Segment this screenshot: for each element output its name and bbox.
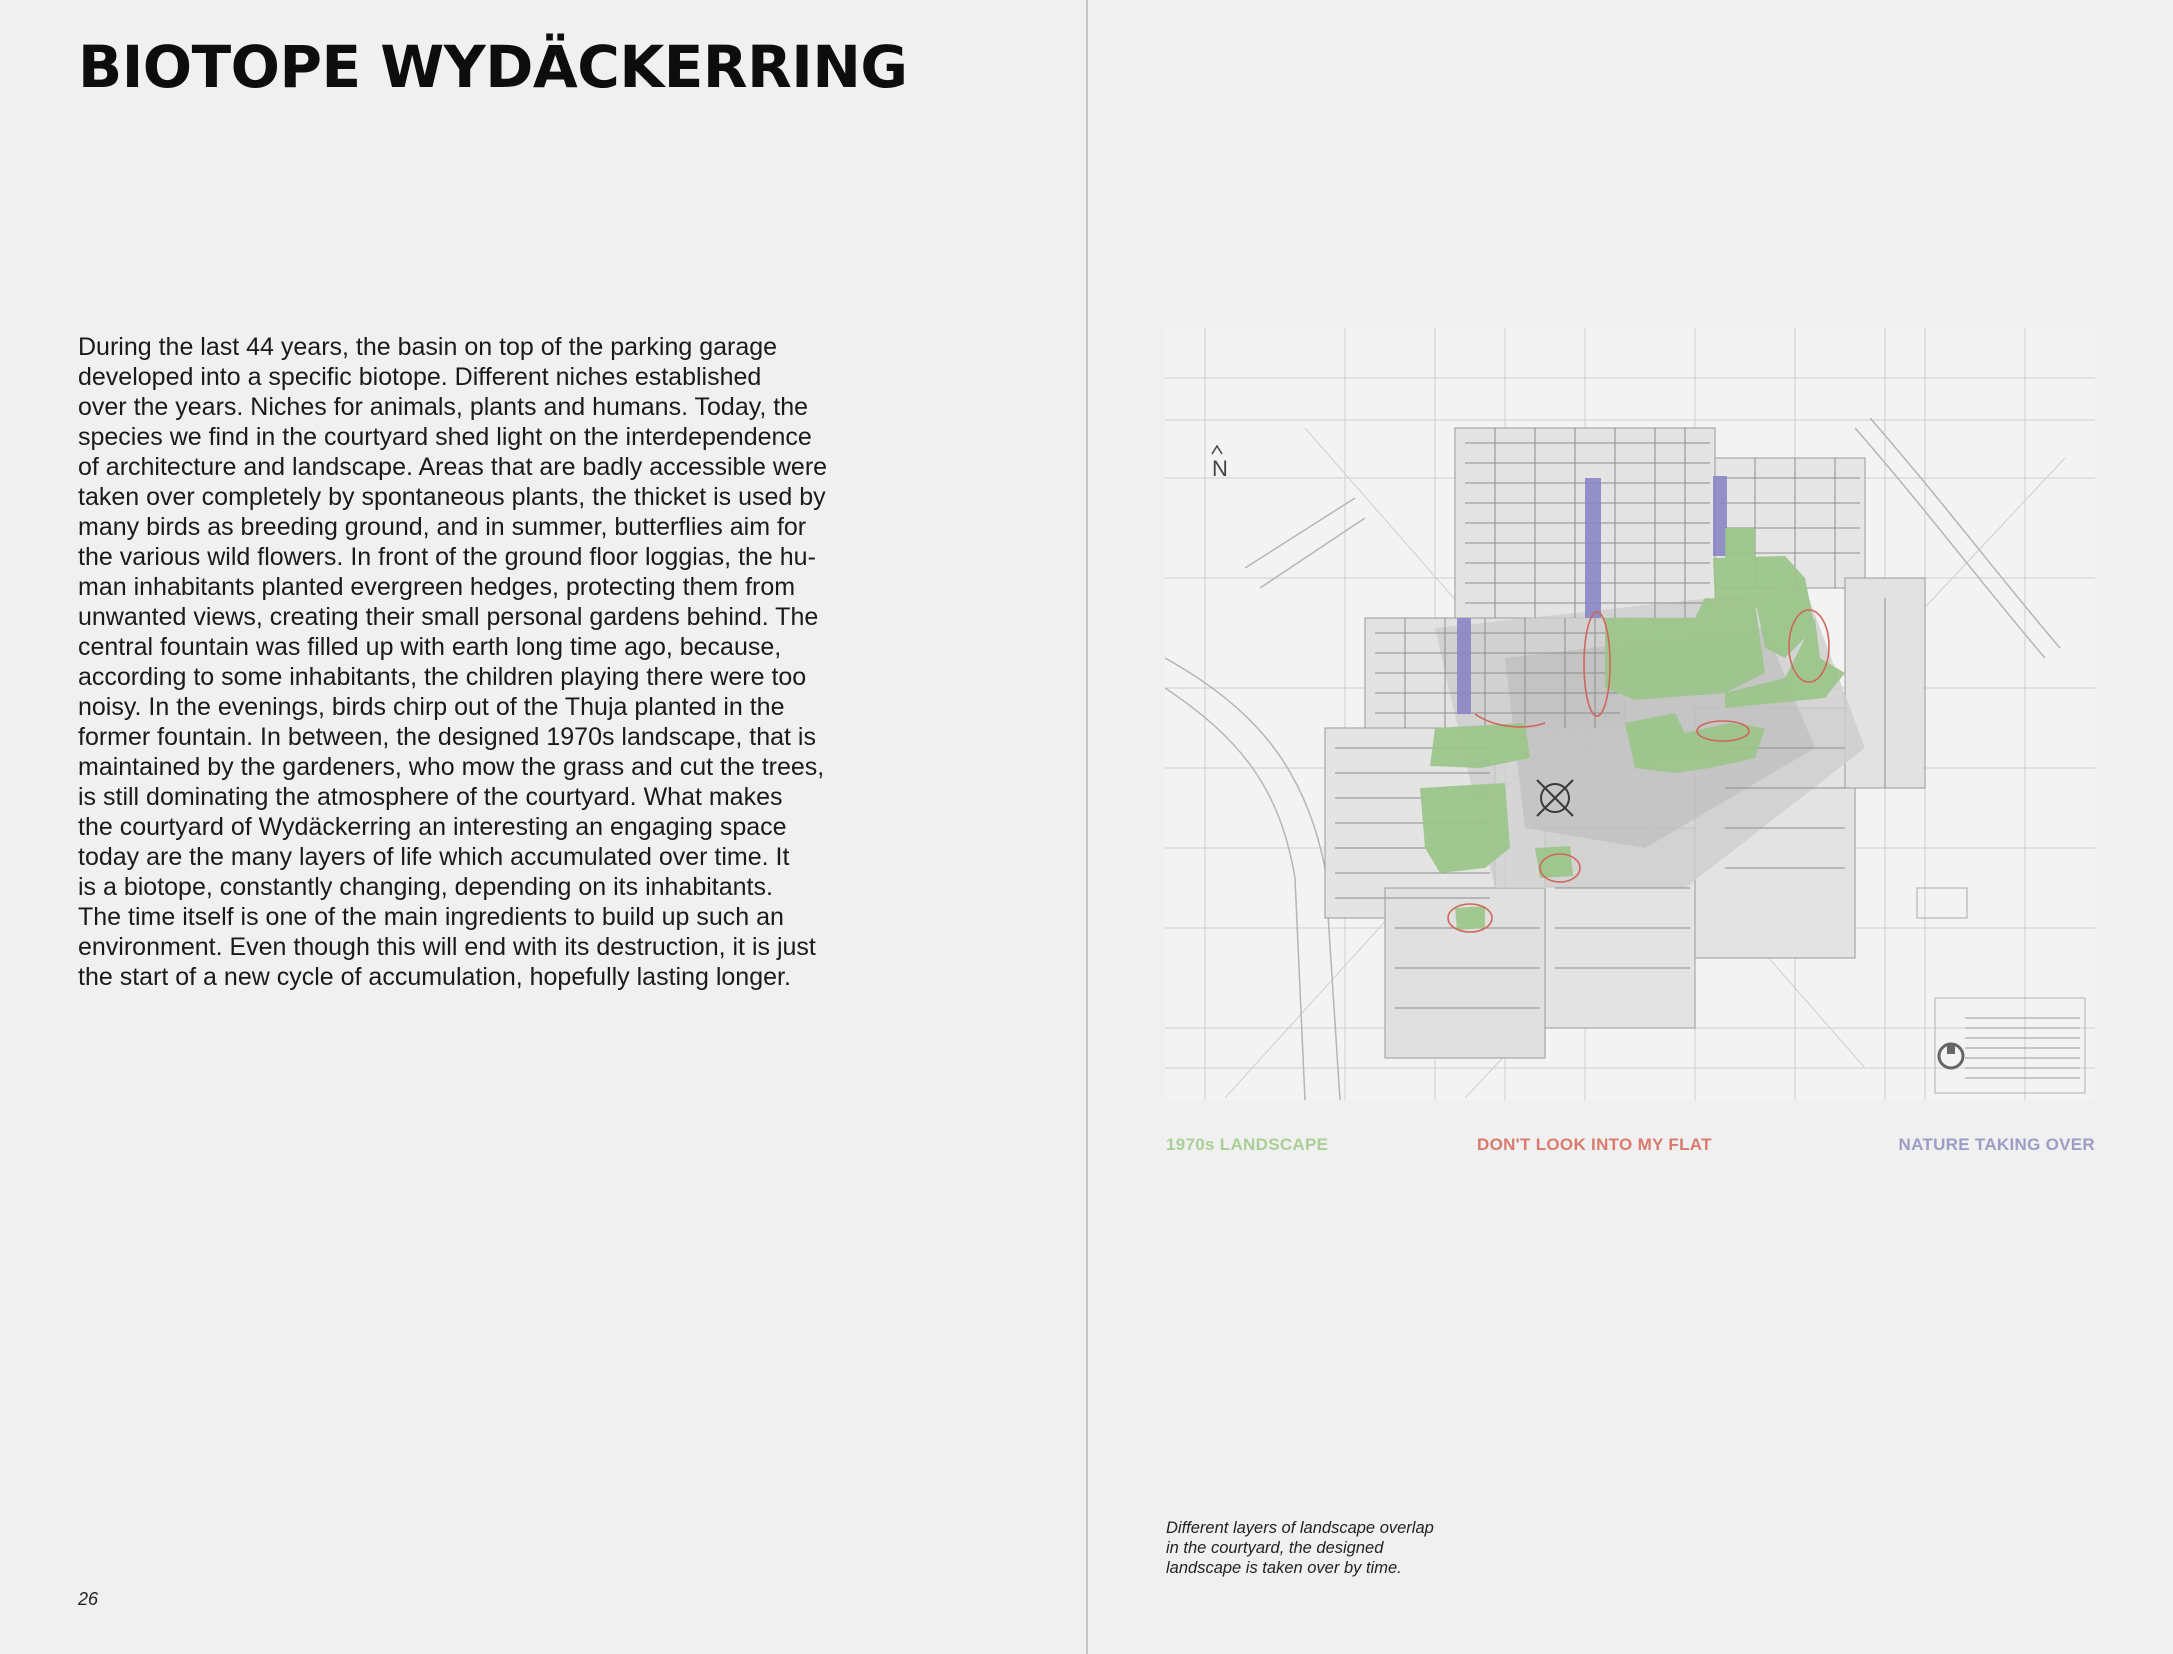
body-line: noisy. In the evenings, birds chirp out of the Thuja planted in the xyxy=(78,693,785,721)
figure-caption xyxy=(1166,1518,1466,1578)
legend-nature-taking-over: NATURE TAKING OVER xyxy=(1898,1135,2095,1154)
body-line: developed into a specific biotope. Different niches established xyxy=(78,363,762,391)
site-plan-figure xyxy=(1165,328,2095,1100)
page-number: 26 xyxy=(78,1589,99,1609)
site-plan-drawing xyxy=(1165,328,2095,1100)
body-line: the various wild flowers. In front of the ground floor loggias, the hu- xyxy=(78,543,816,571)
body-line: former fountain. In between, the designed 1970s landscape, that is xyxy=(78,723,816,751)
body-line: is still dominating the atmosphere of the courtyard. What makes xyxy=(78,783,783,811)
legend-dont-look-into-my-flat: DON'T LOOK INTO MY FLAT xyxy=(1477,1135,1712,1154)
body-line: species we find in the courtyard shed light on the interdependence xyxy=(78,423,812,451)
north-label: N xyxy=(1212,456,1228,481)
body-line: according to some inhabitants, the children playing there were too xyxy=(78,663,807,691)
body-line: the courtyard of Wydäckerring an interesting an engaging space xyxy=(78,813,787,841)
caption-line: Different layers of landscape overlap xyxy=(1166,1519,1434,1537)
body-line: unwanted views, creating their small personal gardens behind. The xyxy=(78,603,819,631)
body-line: During the last 44 years, the basin on top of the parking garage xyxy=(78,333,778,361)
body-line: man inhabitants planted evergreen hedges, protecting them from xyxy=(78,573,796,601)
body-line: over the years. Niches for animals, plants and humans. Today, the xyxy=(78,393,809,421)
caption-line: landscape is taken over by time. xyxy=(1166,1559,1402,1577)
body-line: the start of a new cycle of accumulation, hopefully lasting longer. xyxy=(78,963,791,991)
body-line: The time itself is one of the main ingredients to build up such an xyxy=(78,903,784,931)
body-line: of architecture and landscape. Areas that are badly accessible were xyxy=(78,453,828,481)
body-line: environment. Even though this will end with its destruction, it is just xyxy=(78,933,816,961)
body-line: central fountain was filled up with earth long time ago, because, xyxy=(78,633,782,661)
body-line: today are the many layers of life which accumulated over time. It xyxy=(78,843,790,871)
caption-line: in the courtyard, the designed xyxy=(1166,1539,1384,1557)
body-line: is a biotope, constantly changing, depending on its inhabitants. xyxy=(78,873,773,901)
page-spread-divider xyxy=(1086,0,1088,1654)
body-line: taken over completely by spontaneous plants, the thicket is used by xyxy=(78,483,826,511)
body-line: maintained by the gardeners, who mow the grass and cut the trees, xyxy=(78,753,825,781)
legend-1970s-landscape: 1970s LANDSCAPE xyxy=(1166,1135,1329,1154)
body-paragraph xyxy=(78,332,848,992)
page-title: BIOTOPE WYDÄCKERRING xyxy=(78,33,908,101)
body-line: many birds as breeding ground, and in summer, butterflies aim for xyxy=(78,513,807,541)
